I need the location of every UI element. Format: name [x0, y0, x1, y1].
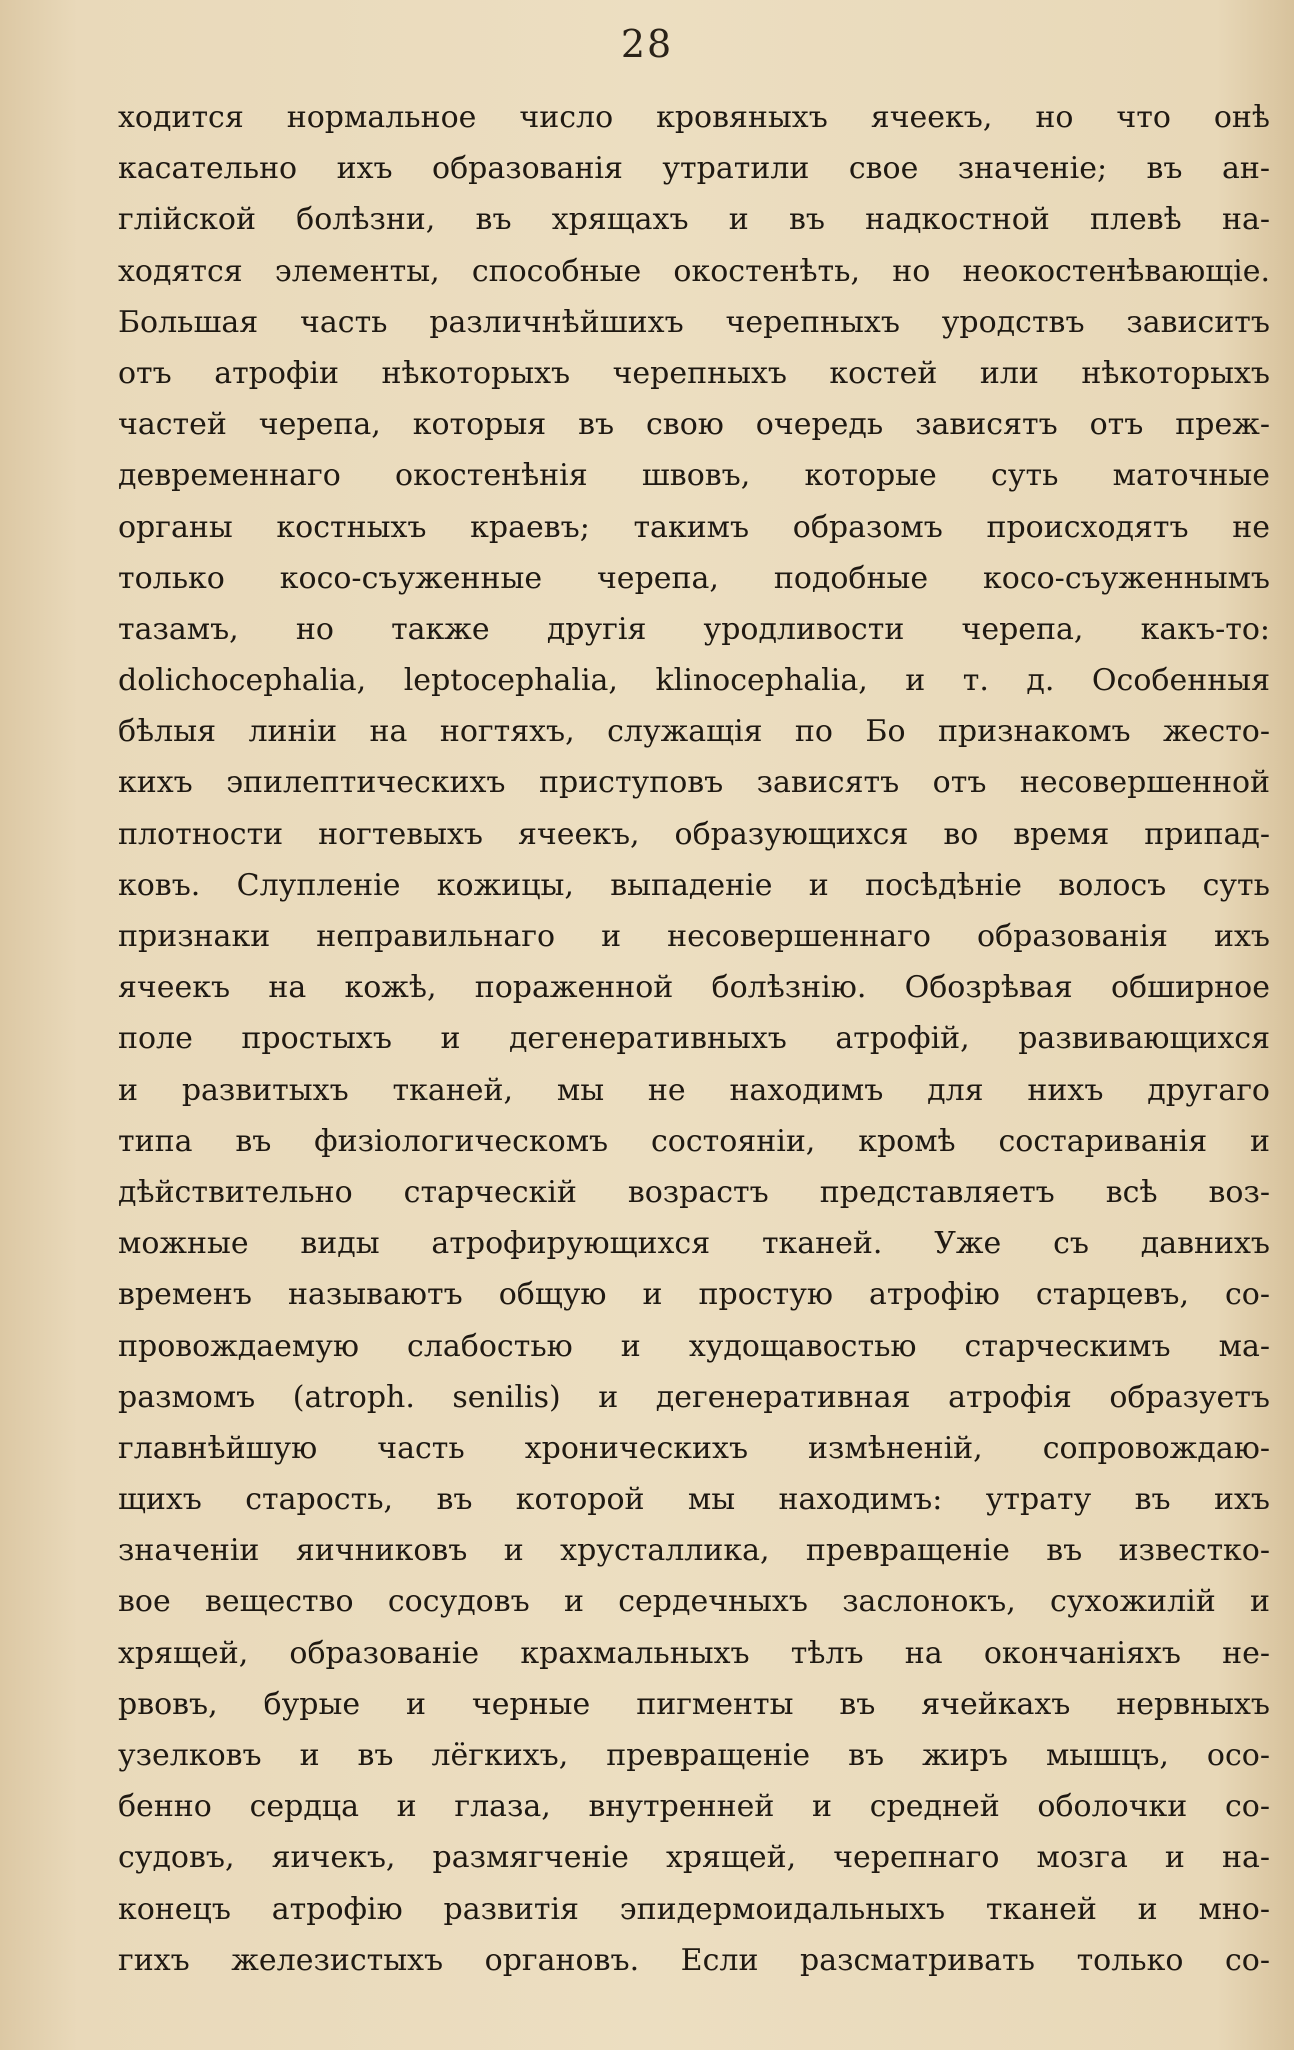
text-line: гихъ железистыхъ органовъ. Если разсматривать только со- [118, 1942, 1270, 1978]
page-number: 28 [620, 22, 674, 66]
text-line: главнѣйшую часть хроническихъ измѣненій, сопровождаю- [118, 1430, 1270, 1466]
text-line: хрящей, образованіе крахмальныхъ тѣлъ на окончаніяхъ не- [118, 1635, 1270, 1671]
text-line: ячеекъ на кожѣ, пораженной болѣзнію. Обозрѣвая обширное [118, 970, 1270, 1006]
text-line: ковъ. Слупленіе кожицы, выпаденіе и посѣдѣніе волосъ суть [118, 867, 1270, 903]
text-line: глійской болѣзни, въ хрящахъ и въ надкостной плевѣ на- [118, 202, 1270, 238]
text-line: кихъ эпилептическихъ приступовъ зависятъ отъ несовершенной [118, 765, 1270, 801]
text-line: узелковъ и въ лёгкихъ, превращеніе въ жиръ мышцъ, осо- [118, 1738, 1270, 1773]
text-line: поле простыхъ и дегенеративныхъ атрофій, развивающихся [118, 1021, 1270, 1057]
text-line: щихъ старость, въ которой мы находимъ: утрату въ ихъ [118, 1482, 1270, 1518]
text-line: типа въ физіологическомъ состояніи, кромѣ состариванія и [118, 1123, 1270, 1159]
text-line: значеніи яичниковъ и хрусталлика, превращеніе въ известко- [118, 1533, 1270, 1569]
text-line: признаки неправильнаго и несовершеннаго образованія ихъ [118, 919, 1270, 954]
text-line: органы костныхъ краевъ; такимъ образомъ происходятъ не [118, 509, 1270, 545]
text-line: провождаемую слабостью и худощавостью старческимъ ма- [118, 1328, 1270, 1364]
text-line: размомъ (atroph. senilis) и дегенеративная атрофія образуетъ [118, 1379, 1270, 1415]
text-line: и развитыхъ тканей, мы не находимъ для нихъ другаго [118, 1072, 1270, 1108]
text-line: можные виды атрофирующихся тканей. Уже съ давнихъ [118, 1226, 1270, 1262]
text-line: тазамъ, но также другія уродливости черепа, какъ-то: [118, 611, 1270, 647]
text-line: только косо-съуженные черепа, подобные косо-съуженнымъ [118, 560, 1270, 596]
text-line: судовъ, яичекъ, размягченіе хрящей, черепнаго мозга и на- [118, 1840, 1270, 1876]
text-line: ходятся элементы, способные окостенѣть, но неокостенѣвающіе. [118, 253, 1270, 289]
text-line: временъ называютъ общую и простую атрофію старцевъ, со- [118, 1277, 1270, 1313]
text-line: бѣлыя линіи на ногтяхъ, служащія по Бо признакомъ жесто- [118, 714, 1270, 750]
text-line: девременнаго окостенѣнія швовъ, которые суть маточные [118, 458, 1270, 494]
text-line: рвовъ, бурые и черные пигменты въ ячейкахъ нервныхъ [118, 1686, 1270, 1722]
text-line: ходится нормальное число кровяныхъ ячеекъ, но что онѣ [118, 100, 1270, 135]
text-line: бенно сердца и глаза, внутренней и средней оболочки со- [118, 1789, 1270, 1825]
text-line: касательно ихъ образованія утратили свое значеніе; въ ан- [118, 151, 1270, 187]
text-line: дѣйствительно старческій возрастъ представляетъ всѣ воз- [118, 1174, 1270, 1210]
text-line: конецъ атрофію развитія эпидермоидальныхъ тканей и мно- [118, 1891, 1270, 1927]
text-line: частей черепа, которыя въ свою очередь зависятъ отъ преж- [118, 407, 1270, 443]
body-text [118, 92, 1270, 1986]
text-line: плотности ногтевыхъ ячеекъ, образующихся во время припад- [118, 816, 1270, 852]
text-line: отъ атрофіи нѣкоторыхъ черепныхъ костей или нѣкоторыхъ [118, 355, 1270, 391]
text-line: вое вещество сосудовъ и сердечныхъ заслонокъ, сухожилій и [118, 1584, 1270, 1620]
text-line: Большая часть различнѣйшихъ черепныхъ уродствъ зависитъ [118, 304, 1270, 340]
text-line: dolichocephalia, leptocephalia, klinocephalia, и т. д. Особенныя [118, 663, 1270, 699]
